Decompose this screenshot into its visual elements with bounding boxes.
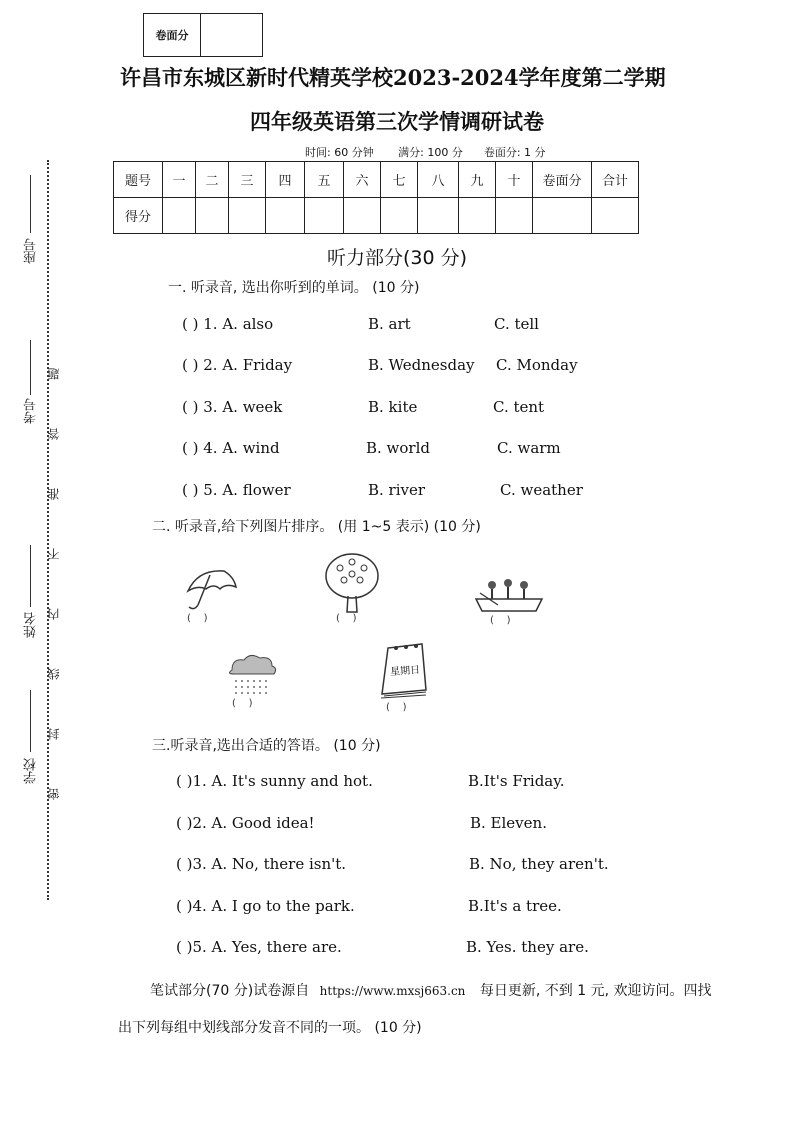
seal-char: 准 [47, 488, 61, 500]
written-section-line1 [150, 980, 711, 1000]
written-section-note: 每日更新, 不到 1 元, 欢迎访问。四找 [479, 983, 712, 999]
score-table-row-header: 得分 [114, 198, 163, 234]
calendar-icon [378, 640, 430, 700]
part1-item [182, 356, 602, 376]
part1-item-a[interactable]: ( ) 2. A. Friday [182, 356, 293, 374]
calendar-text: 星期日 [389, 664, 421, 679]
part3-item [176, 814, 616, 834]
score-cell[interactable] [229, 198, 266, 234]
part3-item-a[interactable]: ( )4. A. I go to the park. [176, 897, 355, 915]
part3-item [176, 772, 616, 792]
exam-info: 时间: 60 分钟 满分: 100 分 卷面分: 1 分 [305, 146, 546, 159]
score-cell[interactable] [163, 198, 196, 234]
score-box-label: 卷面分 [144, 14, 201, 56]
score-cell[interactable] [418, 198, 459, 234]
score-table-col: 二 [196, 162, 229, 198]
name-blank[interactable] [30, 545, 31, 607]
score-cell[interactable] [533, 198, 592, 234]
part1-item-c[interactable]: C. tent [493, 398, 545, 416]
score-table-col: 十 [496, 162, 533, 198]
part3-heading: 三.听录音,选出合适的答语。 (10 分) [152, 738, 381, 754]
score-cell[interactable] [196, 198, 229, 234]
part1-item-c[interactable]: C. warm [497, 439, 561, 457]
part3-item-b[interactable]: B. Eleven. [470, 814, 547, 832]
part1-item [182, 315, 602, 335]
part1-heading: 一. 听录音, 选出你听到的单词。 (10 分) [168, 280, 420, 296]
picture-5-blank[interactable]: ( ) [386, 702, 407, 713]
score-table-score-row [114, 198, 639, 234]
part3-item-b[interactable]: B.It's a tree. [468, 897, 562, 915]
seal-char: 线 [47, 668, 61, 680]
part1-item-b[interactable]: B. river [368, 481, 426, 499]
picture-4-blank[interactable]: ( ) [232, 698, 253, 709]
apple-tree-icon [322, 552, 382, 614]
part1-item-b[interactable]: B. world [366, 439, 430, 457]
part1-item [182, 398, 602, 418]
score-table-col: 五 [305, 162, 344, 198]
score-cell[interactable] [496, 198, 533, 234]
exam-title-line2: 四年级英语第三次学情调研试卷 [250, 109, 544, 134]
score-table-header-row [114, 162, 639, 198]
boat-people-icon [474, 575, 544, 615]
source-url[interactable]: https://www.mxsj663.cn [319, 984, 466, 998]
part1-item-b[interactable]: B. Wednesday [368, 356, 475, 374]
part1-item-b[interactable]: B. art [368, 315, 411, 333]
part1-item-b[interactable]: B. kite [368, 398, 418, 416]
score-table-col: 三 [229, 162, 266, 198]
exam-number-label: 考号 [24, 398, 39, 424]
picture-1-blank[interactable]: ( ) [187, 613, 208, 624]
part3-item-a[interactable]: ( )2. A. Good idea! [176, 814, 315, 832]
exam-number-blank[interactable] [30, 340, 31, 395]
part2-heading: 二. 听录音,给下列图片排序。 (用 1~5 表示) (10 分) [152, 519, 481, 535]
part3-item-a[interactable]: ( )5. A. Yes, there are. [176, 938, 342, 956]
part3-item [176, 897, 616, 917]
score-table-col: 七 [381, 162, 418, 198]
umbrella-icon [180, 565, 238, 613]
rain-cloud-icon [224, 652, 280, 698]
part1-item-a[interactable]: ( ) 3. A. week [182, 398, 283, 416]
score-cell[interactable] [592, 198, 639, 234]
seal-char: 题 [47, 368, 61, 380]
part3-item-b[interactable]: B. Yes. they are. [466, 938, 589, 956]
seal-char: 内 [47, 608, 61, 620]
school-label: 学校 [24, 758, 39, 784]
score-table-col: 九 [459, 162, 496, 198]
score-cell[interactable] [381, 198, 418, 234]
part3-item-a[interactable]: ( )3. A. No, there isn't. [176, 855, 347, 873]
score-cell[interactable] [266, 198, 305, 234]
score-cell[interactable] [459, 198, 496, 234]
written-section-line2: 出下列每组中划线部分发音不同的一项。 (10 分) [118, 1020, 422, 1036]
part1-item-a[interactable]: ( ) 1. A. also [182, 315, 274, 333]
written-section-title: 笔试部分(70 分)试卷源自 [150, 983, 310, 999]
school-blank[interactable] [30, 690, 31, 752]
score-box [143, 13, 263, 57]
part3-item-b[interactable]: B. No, they aren't. [469, 855, 609, 873]
score-table-row-header: 题号 [114, 162, 163, 198]
score-table-col: 六 [344, 162, 381, 198]
score-table-col: 合计 [592, 162, 639, 198]
score-cell[interactable] [305, 198, 344, 234]
part1-item-a[interactable]: ( ) 4. A. wind [182, 439, 280, 457]
seat-number-label: 座号 [24, 238, 39, 264]
part1-item [182, 439, 602, 459]
part1-item-a[interactable]: ( ) 5. A. flower [182, 481, 291, 499]
seal-char: 不 [47, 548, 61, 560]
part1-item [182, 481, 602, 501]
score-table [113, 161, 639, 234]
score-table-col: 一 [163, 162, 196, 198]
seal-char: 封 [47, 728, 61, 740]
name-label: 姓名 [24, 612, 39, 638]
score-table-col: 四 [266, 162, 305, 198]
part3-item [176, 938, 616, 958]
part3-item [176, 855, 616, 875]
part1-item-c[interactable]: C. weather [500, 481, 583, 499]
seal-char: 密 [47, 788, 61, 800]
score-cell[interactable] [344, 198, 381, 234]
picture-3-blank[interactable]: ( ) [490, 615, 511, 626]
picture-2-blank[interactable]: ( ) [336, 613, 357, 624]
score-table-col: 卷面分 [533, 162, 592, 198]
part3-item-a[interactable]: ( )1. A. It's sunny and hot. [176, 772, 373, 790]
seat-number-blank[interactable] [30, 175, 31, 233]
part3-item-b[interactable]: B.It's Friday. [468, 772, 565, 790]
score-table-col: 八 [418, 162, 459, 198]
listening-section-title: 听力部分(30 分) [326, 247, 468, 269]
exam-title-line1: 许昌市东城区新时代精英学校2023-2024学年度第二学期 [120, 65, 666, 90]
score-box-value [201, 14, 262, 56]
seal-char: 答 [47, 428, 61, 440]
part1-item-c[interactable]: C. Monday [496, 356, 578, 374]
part1-item-c[interactable]: C. tell [494, 315, 539, 333]
